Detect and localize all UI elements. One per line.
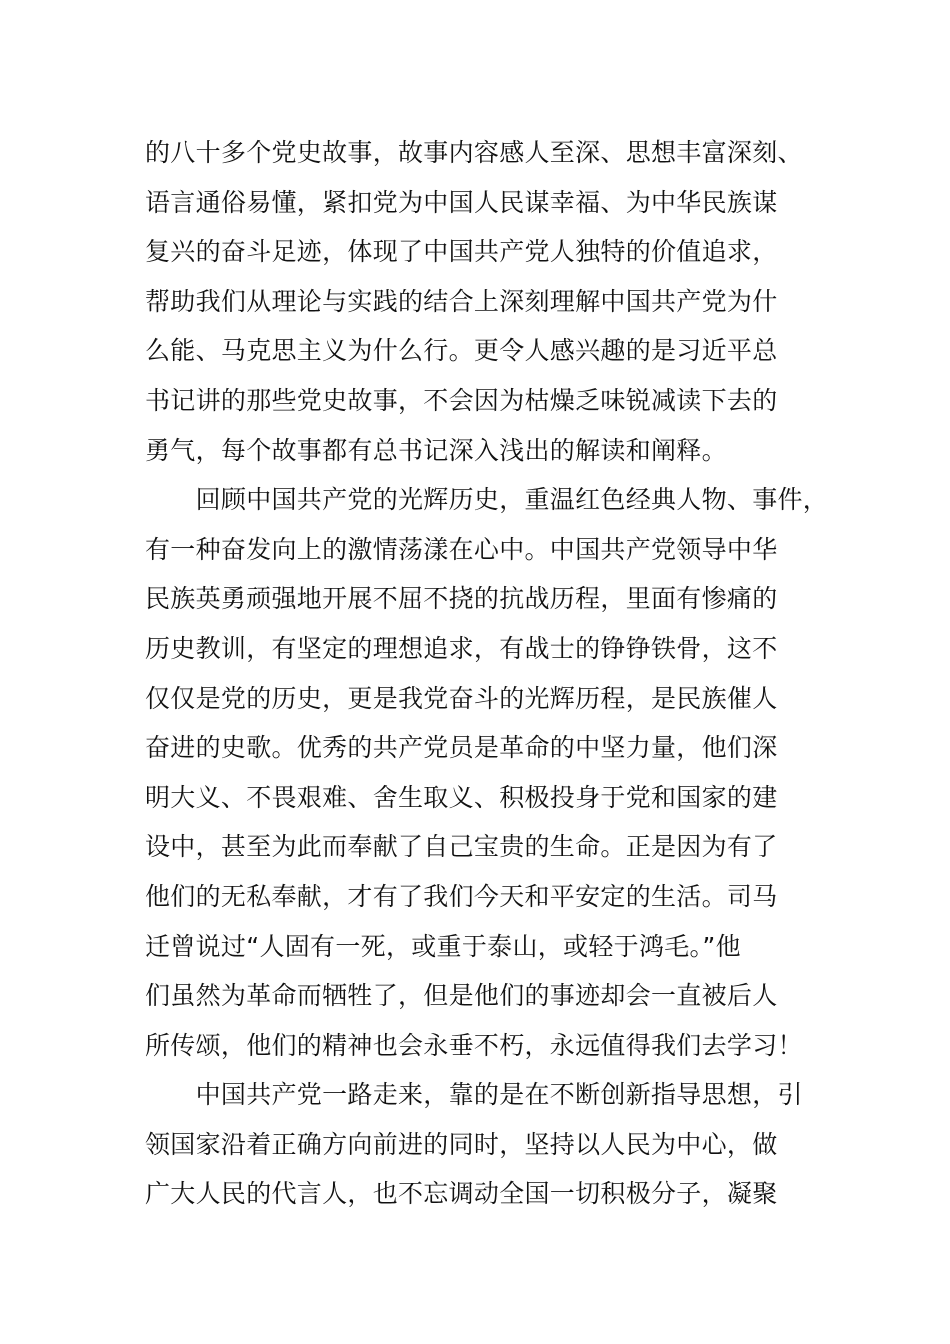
text-line: 有一种奋发向上的激情荡漾在心中。中国共产党领导中华 [145, 534, 778, 564]
text-line: 们虽然为革命而牺牲了，但是他们的事迹却会一直被后人 [145, 981, 778, 1011]
text-line: 勇气，每个故事都有总书记深入浅出的解读和阐释。 [145, 435, 727, 465]
text-line: 领国家沿着正确方向前进的同时，坚持以人民为中心，做 [145, 1129, 778, 1159]
text-line: 中国共产党一路走来，靠的是在不断创新指导思想，引 [145, 1080, 803, 1110]
text-line: 所传颂，他们的精神也会永垂不朽，永远值得我们去学习！ [145, 1030, 803, 1060]
text-line: 语言通俗易懂，紧扣党为中国人民谋幸福、为中华民族谋 [145, 187, 778, 217]
text-line: 广大人民的代言人，也不忘调动全国一切积极分子，凝聚 [145, 1179, 778, 1209]
text-line: 复兴的奋斗足迹，体现了中国共产党人独特的价值追求， [145, 237, 778, 267]
text-line: 历史教训，有坚定的理想追求，有战士的铮铮铁骨，这不 [145, 633, 778, 663]
text-line: 的八十多个党史故事，故事内容感人至深、思想丰富深刻、 [145, 138, 803, 167]
text-line: 帮助我们从理论与实践的结合上深刻理解中国共产党为什 [145, 286, 778, 316]
text-line: 他们的无私奉献，才有了我们今天和平安定的生活。司马 [145, 881, 778, 911]
text-line: 迁曾说过“人固有一死，或重于泰山，或轻于鸿毛。”他 [145, 931, 741, 961]
text-line: 仅仅是党的历史，更是我党奋斗的光辉历程，是民族催人 [145, 683, 778, 713]
text-line: 么能、马克思主义为什么行。更令人感兴趣的是习近平总 [145, 336, 778, 366]
text-line: 回顾中国共产党的光辉历史，重温红色经典人物、事件， [145, 485, 829, 515]
text-line: 书记讲的那些党史故事，不会因为枯燥乏味锐减读下去的 [145, 385, 778, 415]
text-line: 奋进的史歌。优秀的共产党员是革命的中坚力量，他们深 [145, 733, 778, 763]
body-text [145, 128, 845, 1219]
text-line: 设中，甚至为此而奉献了自己宝贵的生命。正是因为有了 [145, 832, 778, 862]
text-line: 明大义、不畏艰难、舍生取义、积极投身于党和国家的建 [145, 782, 778, 812]
text-line: 民族英勇顽强地开展不屈不挠的抗战历程，里面有惨痛的 [145, 584, 778, 614]
